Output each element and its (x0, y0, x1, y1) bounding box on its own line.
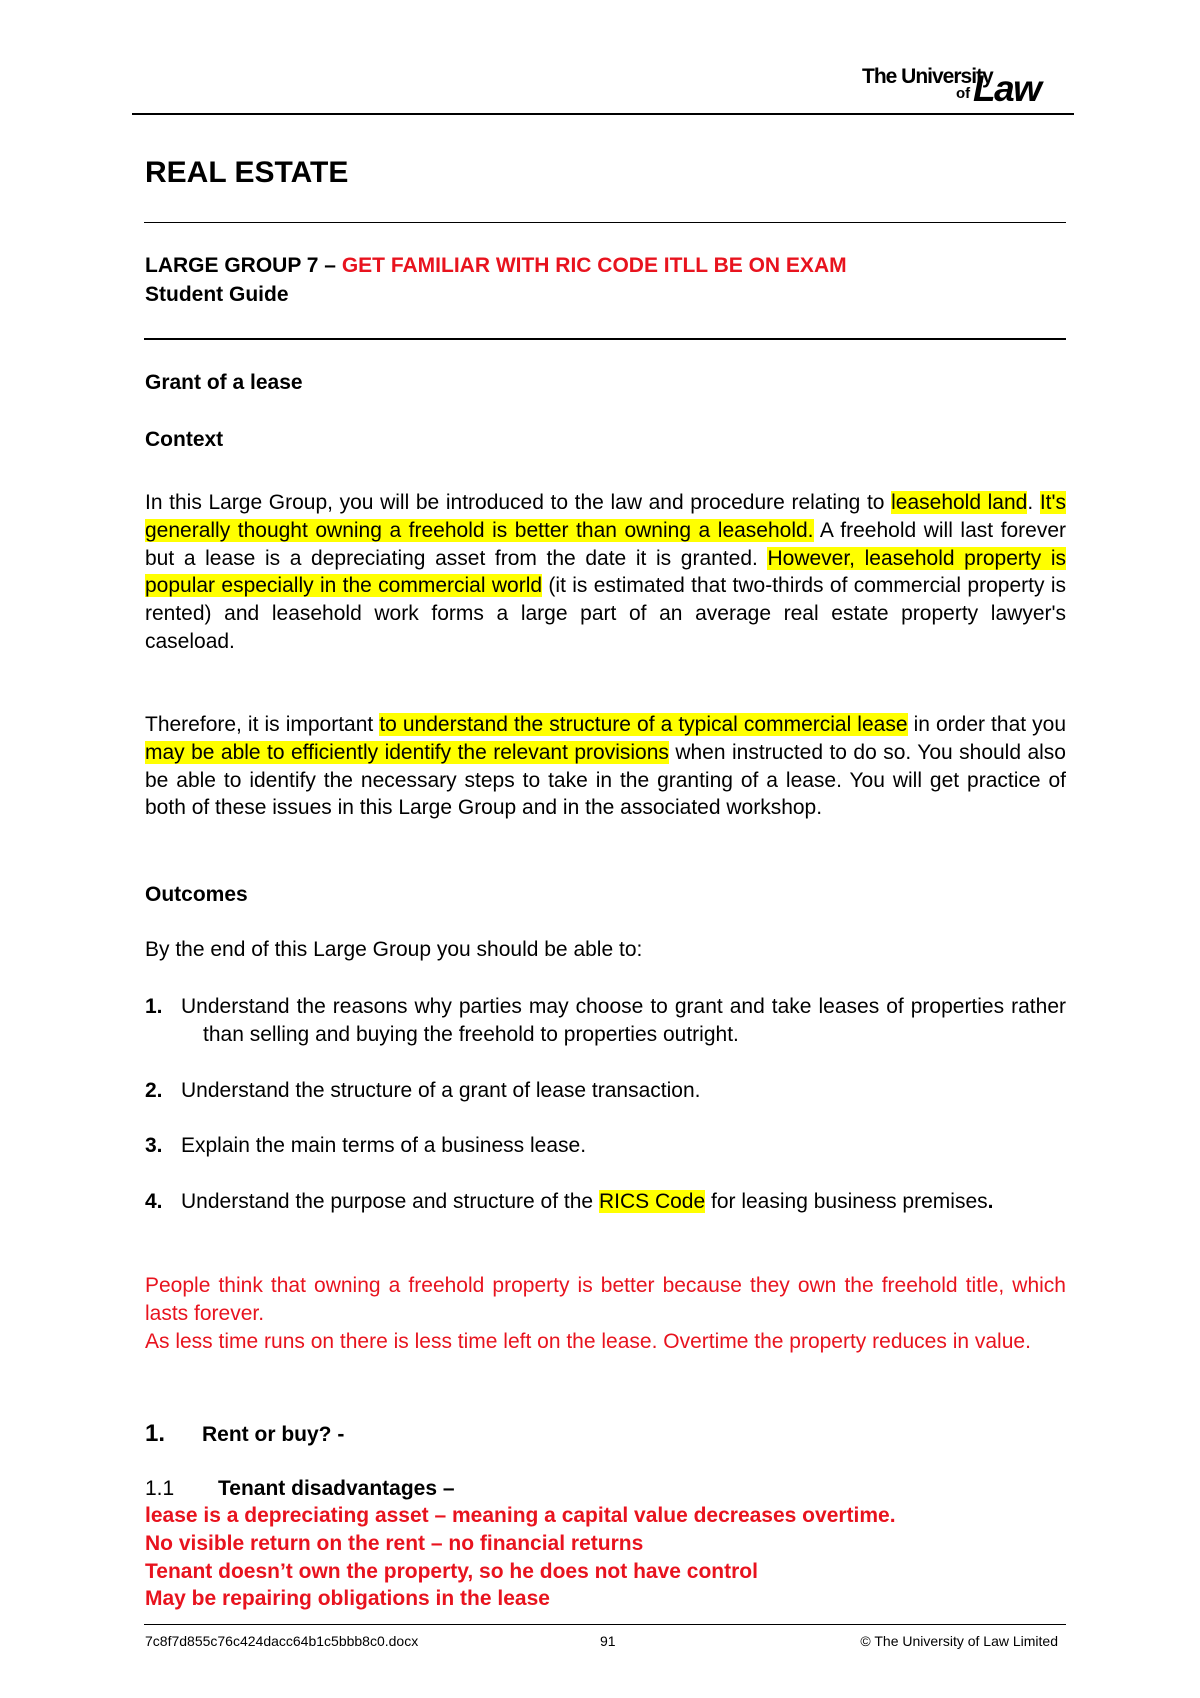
large-group-note: GET FAMILIAR WITH RIC CODE ITLL BE ON EXAM (341, 254, 847, 277)
large-group-heading (145, 252, 847, 279)
disadvantage-item: lease is a depreciating asset – meaning a capital value decreases overtime. (145, 1504, 896, 1527)
annotation-note-2: As less time runs on there is less time left on the lease. Overtime the property reduces in value. (145, 1330, 1031, 1353)
outcomes-heading: Outcomes (145, 883, 248, 906)
text-run: for leasing business premises (705, 1190, 988, 1214)
outcome-item (145, 1077, 1066, 1105)
context-paragraph-1 (145, 489, 1066, 656)
outcome-text (181, 1190, 993, 1213)
header-rule (132, 113, 1074, 115)
subsection-number: 1.1 (145, 1477, 175, 1500)
outcome-number: 3. (145, 1134, 163, 1158)
outcomes-list (145, 993, 1066, 1244)
text-run: . (1027, 491, 1040, 514)
context-paragraph-2 (145, 711, 1066, 822)
outcome-item (145, 1132, 1066, 1160)
disadvantage-item: No visible return on the rent – no financial returns (145, 1531, 644, 1555)
outcome-text (181, 1079, 700, 1102)
disadvantage-item: Tenant doesn’t own the property, so he does not have control (145, 1559, 758, 1583)
outcome-text (181, 995, 1066, 1046)
highlighted-text: However, leasehold property is popular especially in the commercial world (145, 546, 1066, 598)
context-heading: Context (145, 428, 224, 451)
text-run: Understand the purpose and structure of the (181, 1190, 599, 1214)
section-number: 1. (145, 1420, 166, 1447)
logo-of: of (956, 85, 971, 102)
highlighted-text: leasehold land (891, 491, 1028, 514)
subtitle-rule (144, 338, 1066, 340)
footer-page-number: 91 (600, 1633, 616, 1649)
footer-copyright: © The University of Law Limited (860, 1633, 1058, 1649)
subsection-1-1-heading (145, 1475, 455, 1502)
footer-rule (144, 1624, 1066, 1625)
outcome-number: 2. (145, 1078, 163, 1102)
outcomes-intro: By the end of this Large Group you should be able to: (145, 938, 643, 961)
highlighted-text: may be able to efficiently identify the relevant provisions (145, 740, 669, 764)
outcome-item (145, 1188, 1066, 1216)
outcome-number: 4. (145, 1190, 163, 1214)
footer-filename: 7c8f7d855c76c424dacc64b1c5bbb8c0.docx (145, 1633, 419, 1649)
grant-of-lease-heading: Grant of a lease (145, 371, 303, 394)
large-group-label: LARGE GROUP 7 – (145, 254, 342, 277)
annotation-note-1: People think that owning a freehold property is better because they own the freehold title, which lasts forever. (145, 1274, 1066, 1325)
text-run: in order that you (907, 713, 1066, 736)
title-rule (144, 222, 1066, 223)
university-of-law-logo (842, 62, 1062, 110)
text-run: Understand the reasons why parties may choose to grant and take leases of properties rather than selling and buying the freehold to properties outright. (181, 995, 1066, 1046)
text-run: Explain the main terms of a business lease. (181, 1134, 587, 1158)
logo-the-university: The University (862, 65, 993, 88)
tenant-disadvantages-list (145, 1502, 896, 1613)
outcome-number: 1. (145, 995, 163, 1018)
highlighted-text: It's generally thought owning a freehold is better than owning a leasehold. (145, 491, 1066, 542)
outcome-text (181, 1134, 586, 1157)
subsection-title: Tenant disadvantages – (218, 1477, 455, 1500)
section-title: Rent or buy? - (202, 1423, 345, 1446)
text-run: . (987, 1190, 994, 1214)
outcome-item (145, 993, 1066, 1049)
text-run: Therefore, it is important (145, 713, 380, 736)
disadvantage-item: May be repairing obligations in the lease (145, 1587, 550, 1611)
text-run: (it is estimated that two-thirds of commercial property is rented) and leasehold work forms a large part of an average real estate property lawyer's caseload. (145, 574, 1066, 653)
logo-law: Law (973, 68, 1041, 109)
text-run: when instructed to do so. You should also be able to identify the necessary steps to take in the granting of a lease. You will get practice of both of these issues in this Large Group and in the associated workshop. (145, 740, 1066, 820)
text-run: Understand the structure of a grant of lease transaction. (181, 1078, 701, 1102)
highlighted-text: RICS Code (598, 1190, 706, 1214)
section-1-heading (145, 1418, 344, 1449)
student-guide-subtitle: Student Guide (145, 283, 289, 306)
document-title: REAL ESTATE (145, 156, 349, 189)
text-run: A freehold will last forever but a lease is a depreciating asset from the date it is granted. (145, 518, 1066, 570)
text-run: In this Large Group, you will be introduced to the law and procedure relating to (145, 491, 892, 514)
highlighted-text: to understand the structure of a typical commercial lease (379, 713, 908, 736)
